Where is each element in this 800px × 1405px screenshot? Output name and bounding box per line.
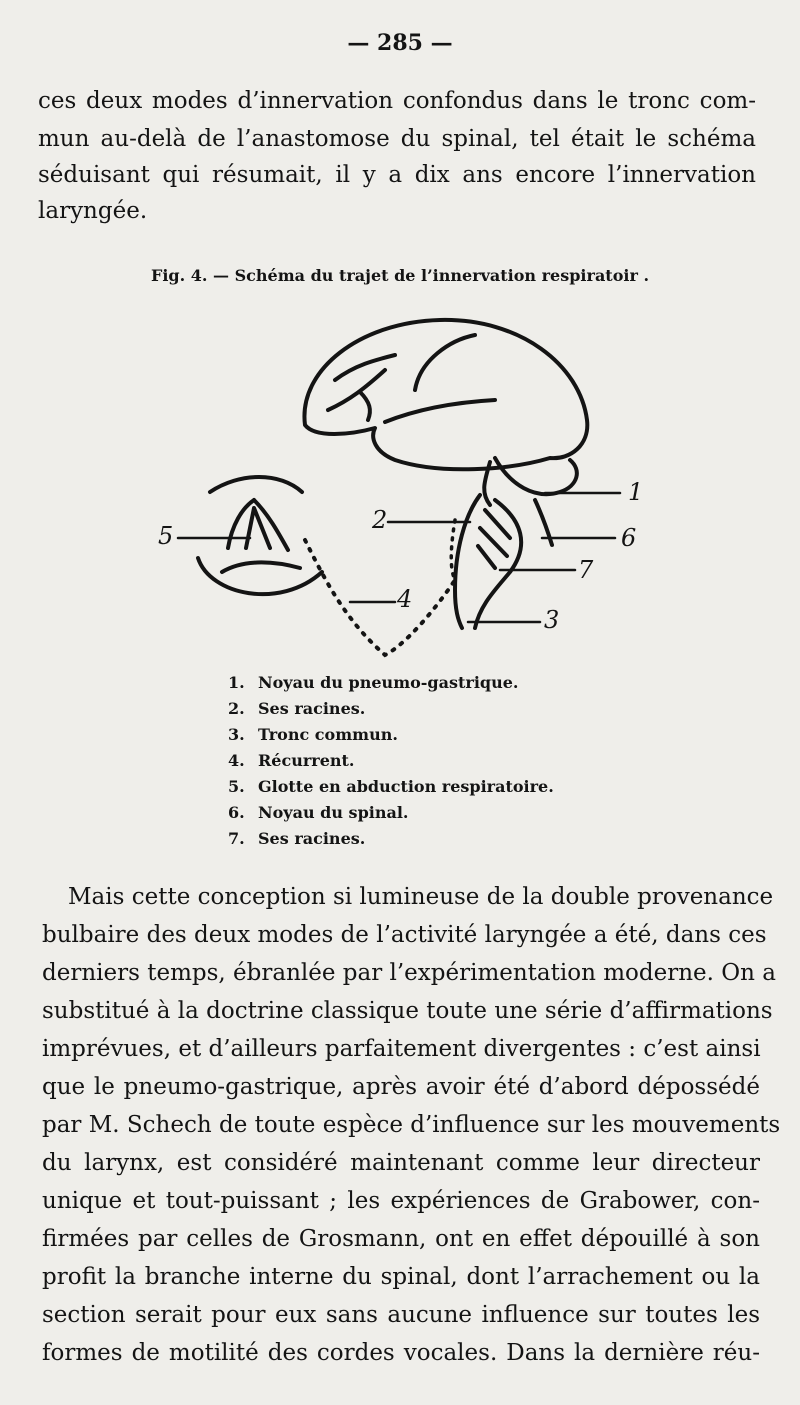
legend-text: Noyau du spinal.	[258, 803, 409, 822]
tronc-commun	[475, 500, 521, 628]
legend-item	[228, 800, 554, 826]
glottis-upper-arc	[210, 477, 302, 492]
legend-number: 4.	[228, 751, 245, 770]
label-5: 5	[158, 522, 174, 550]
legend-item	[228, 774, 554, 800]
medulla	[455, 495, 480, 628]
label-1: 1	[628, 478, 644, 506]
diagram-drawing	[150, 310, 670, 670]
text-line: firmées par celles de Grosmann, ont en effet dépouillé à son	[42, 1226, 760, 1252]
text-line: laryngée.	[38, 198, 148, 224]
legend-item	[228, 696, 554, 722]
label-4: 4	[397, 585, 413, 613]
legend-text: Récurrent.	[258, 751, 355, 770]
nerve-roots	[478, 510, 510, 568]
text-line: séduisant qui résumait, il y a dix ans encore l’innervation	[38, 162, 756, 188]
legend-text: Glotte en abduction respiratoire.	[258, 777, 554, 796]
legend-text: Tronc commun.	[258, 725, 398, 744]
figure-legend	[228, 670, 554, 852]
text-line: par M. Schech de toute espèce d’influence sur les mouvements	[42, 1112, 781, 1138]
recurrent-nerve-path	[305, 540, 455, 655]
text-line: unique et tout-puissant ; les expériences de Grabower, con-	[42, 1188, 760, 1214]
innervation-diagram	[150, 310, 670, 670]
text-line: du larynx, est considéré maintenant comme leur directeur	[42, 1150, 760, 1176]
text-line: section serait pour eux sans aucune influence sur toutes les	[42, 1302, 760, 1328]
legend-number: 6.	[228, 803, 245, 822]
label-3: 3	[544, 606, 560, 634]
glottis-base	[222, 562, 300, 572]
text-line: ces deux modes d’innervation confondus dans le tronc com-	[38, 88, 756, 114]
legend-item	[228, 670, 554, 696]
legend-item	[228, 722, 554, 748]
label-2: 2	[372, 506, 388, 534]
legend-text: Ses racines.	[258, 699, 366, 718]
brain-gyrus	[328, 370, 385, 410]
legend-text: Noyau du pneumo-gastrique.	[258, 673, 519, 692]
brain-gyrus	[415, 335, 475, 390]
brain-gyrus	[385, 400, 495, 422]
text-line: substitué à la doctrine classique toute une série d’affirmations	[42, 998, 773, 1024]
figure-caption: Fig. 4. — Schéma du trajet de l’innervation respiratoir .	[150, 266, 650, 285]
legend-number: 3.	[228, 725, 245, 744]
legend-item	[228, 748, 554, 774]
label-7: 7	[578, 556, 594, 584]
legend-number: 5.	[228, 777, 245, 796]
legend-number: 1.	[228, 673, 245, 692]
text-line: derniers temps, ébranlée par l’expérimentation moderne. On a	[42, 960, 776, 986]
legend-number: 7.	[228, 829, 245, 848]
text-line: imprévues, et d’ailleurs parfaitement divergentes : c’est ainsi	[42, 1036, 761, 1062]
page-number: — 285 —	[347, 30, 453, 56]
text-line: formes de motilité des cordes vocales. Dans la dernière réu-	[42, 1340, 760, 1366]
label-6: 6	[621, 524, 637, 552]
legend-text: Ses racines.	[258, 829, 366, 848]
text-line: mun au-delà de l’anastomose du spinal, tel était le schéma	[38, 126, 756, 152]
legend-item	[228, 826, 554, 852]
text-line: que le pneumo-gastrique, après avoir été d’abord dépossédé	[42, 1074, 760, 1100]
brain-gyrus	[360, 392, 370, 420]
brain-gyrus	[335, 355, 395, 380]
text-line: Mais cette conception si lumineuse de la double provenance	[68, 884, 774, 910]
legend-number: 2.	[228, 699, 245, 718]
brain-outline	[304, 320, 587, 469]
text-line: bulbaire des deux modes de l’activité laryngée a été, dans ces	[42, 922, 767, 948]
text-line: profit la branche interne du spinal, dont l’arrachement ou la	[42, 1264, 760, 1290]
